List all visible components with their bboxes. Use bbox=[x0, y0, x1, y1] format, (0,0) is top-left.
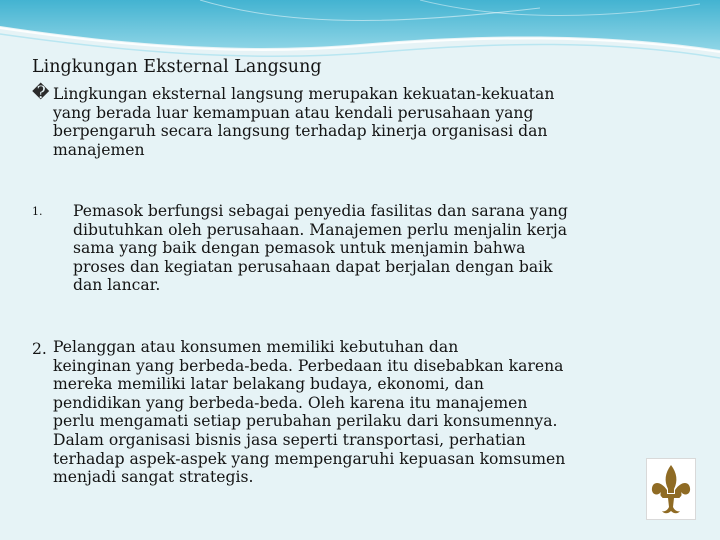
slide-title: Lingkungan Eksternal Langsung bbox=[32, 57, 322, 77]
intro-paragraph: Lingkungan eksternal langsung merupakan kekuatan-kekuatan yang berada luar kemampuan atau kendali perusahaan yang berpengaruh secara langsung terhadap kinerja organisasi dan manajemen bbox=[53, 85, 555, 159]
list-item-text: Pemasok berfungsi sebagai penyedia fasilitas dan sarana yang dibutuhkan oleh perusahaan. Manajemen perlu menjalin kerja sama yang baik dengan pemasok untuk menjamin bahwa proses dan kegiatan perusahaan dapat berjalan dengan baik dan lancar. bbox=[73, 202, 568, 295]
list-item-number: 2. bbox=[32, 340, 47, 358]
bullet-icon: � bbox=[32, 83, 50, 103]
list-item-number: 1. bbox=[32, 205, 43, 218]
fleur-de-lis-icon bbox=[646, 458, 696, 520]
list-item-text: Pelanggan atau konsumen memiliki kebutuhan dan keinginan yang berbeda-beda. Perbedaan itu disebabkan karena mereka memiliki latar belakang budaya, ekonomi, dan pendidikan yang berbeda-beda. Oleh karena itu manajemen perlu mengamati setiap perubahan perilaku dari konsumennya. Dalam organisasi bisnis jasa seperti transportasi, perhatian terhadap aspek-aspek yang mempengaruhi kepuasan komsumen menjadi sangat strategis. bbox=[53, 338, 566, 487]
